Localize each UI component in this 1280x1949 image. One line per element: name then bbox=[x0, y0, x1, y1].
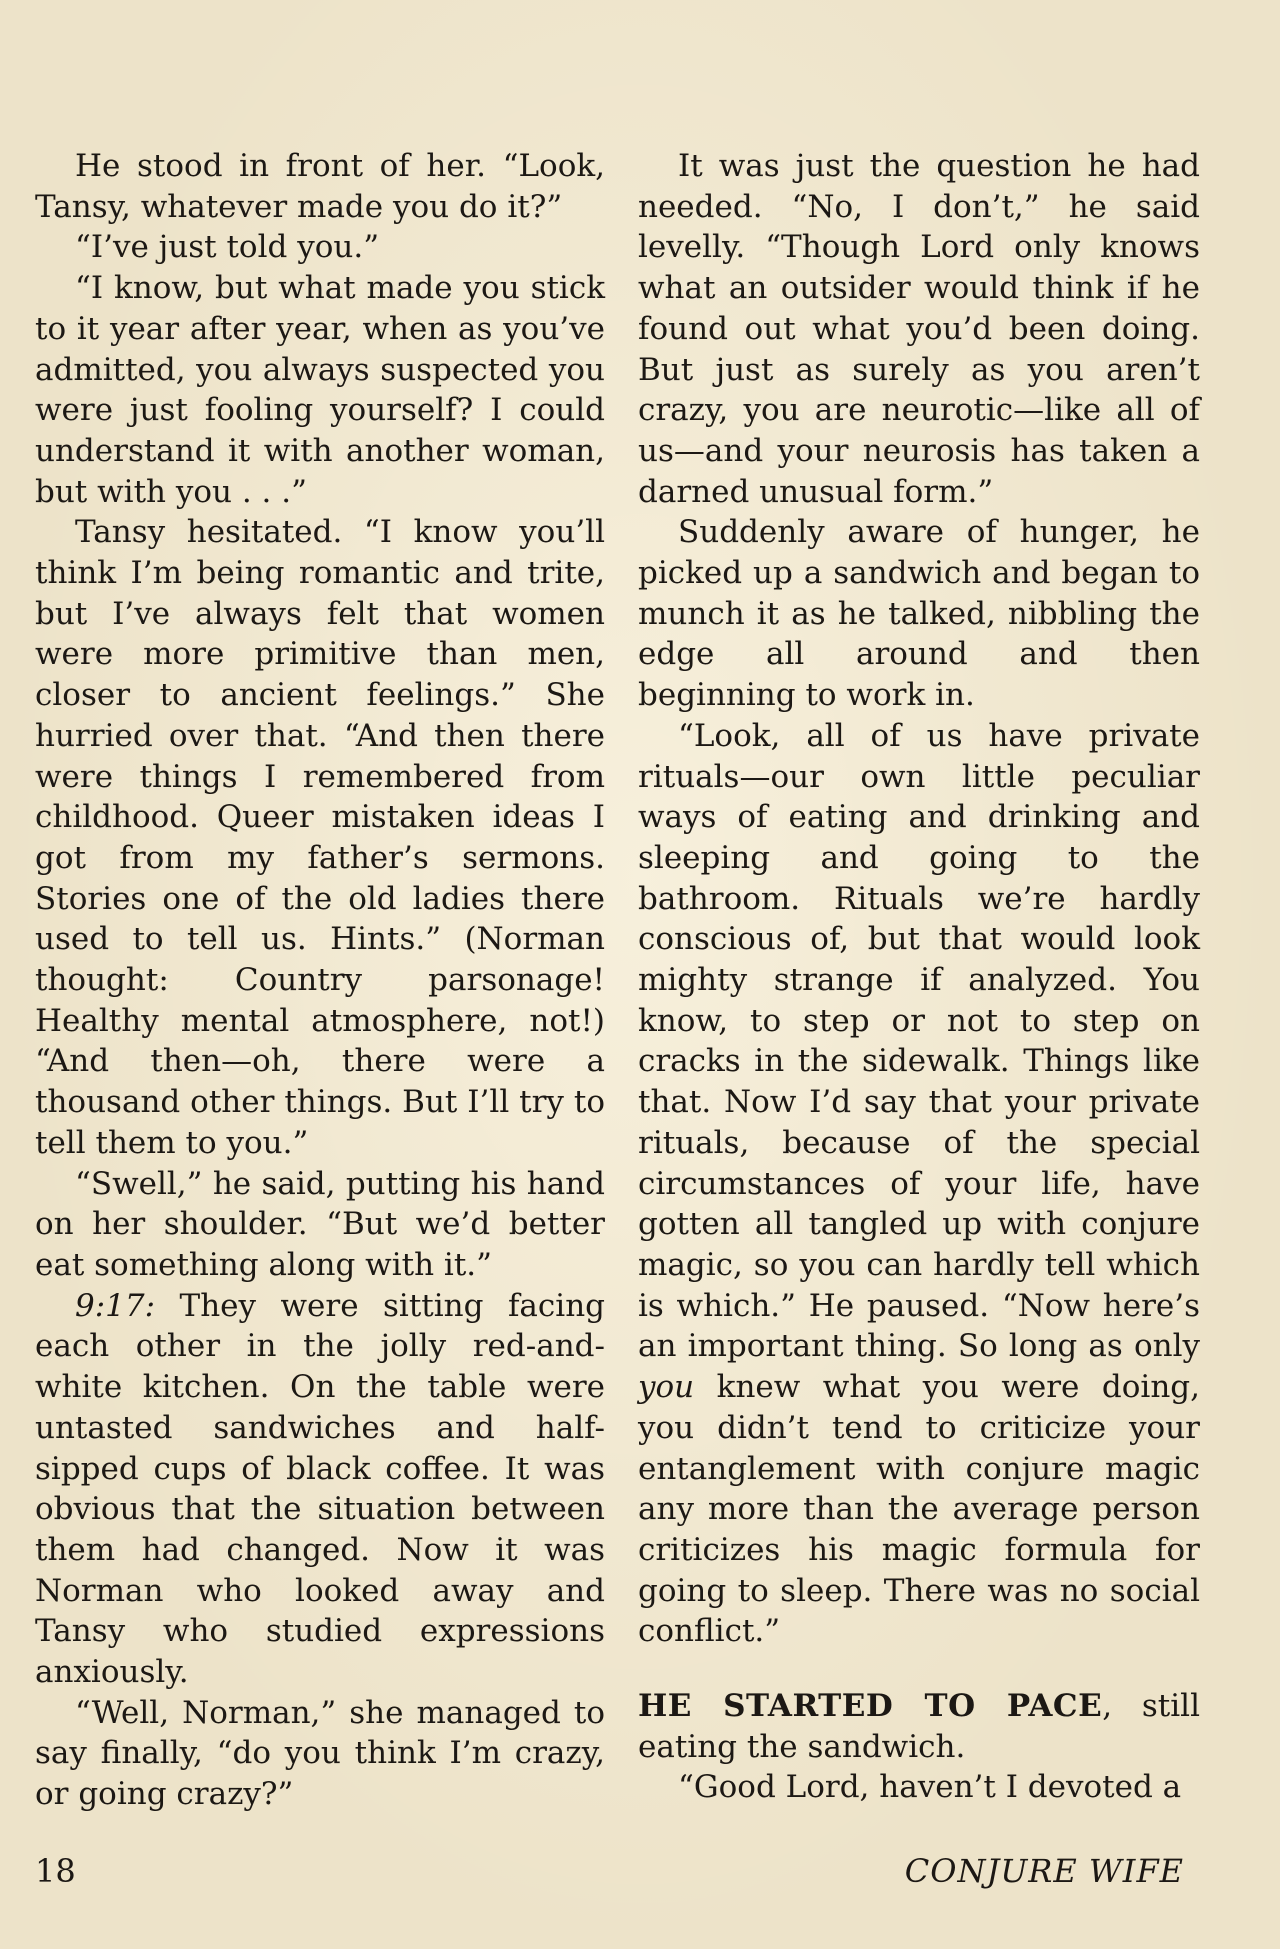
paragraph: “I know, but what made you stick to it year after year, when as you’ve admitted, you always suspected you were just fooling yourself? I could understand it with another woman, but with you . . .” bbox=[35, 270, 605, 510]
right-text-column bbox=[638, 146, 1200, 1808]
paragraph: “Swell,” he said, putting his hand on her shoulder. “But we’d better eat something along with it.” bbox=[35, 1165, 605, 1283]
section-lead-in: HE STARTED TO PACE bbox=[638, 1688, 1103, 1725]
left-text-column bbox=[35, 146, 605, 1815]
paragraph: “Good Lord, haven’t I devoted a bbox=[678, 1769, 1182, 1806]
paragraph: He stood in front of her. “Look, Tansy, whatever made you do it?” bbox=[35, 148, 605, 225]
paragraph-text: , still eating the sandwich. bbox=[638, 1688, 1200, 1765]
page-number: 18 bbox=[35, 1852, 76, 1890]
paragraph-text: “Look, all of us have private rituals—our own little peculiar ways of eating and drinking and sleeping and going to the bathroom. Rituals we’re hardly conscious of, but that would look mighty strange if analyzed. You know, to step or not to step on cracks in the sidewalk. Things like that. Now I’d say that your private rituals, because of the special circumstances of your life, have gotten all tangled up with conjure magic, so you can hardly tell which is which.” He paused. “Now here’s an important thing. So long as only bbox=[638, 717, 1200, 1365]
timestamp: 9:17: bbox=[75, 1287, 156, 1324]
emphasis: you bbox=[638, 1369, 695, 1406]
paragraph: Suddenly aware of hunger, he picked up a sandwich and began to munch it as he talked, nibbling the edge all around and then beginning to work in. bbox=[638, 514, 1200, 714]
paragraph: “Well, Norman,” she managed to say finally, “do you think I’m crazy, or going crazy?” bbox=[35, 1694, 605, 1813]
paragraph: It was just the question he had needed. “No, I don’t,” he said levelly. “Though Lord only knows what an outsider would think if he found out what you’d been doing. But just as surely as you aren’t crazy, you are neurotic—like all of us—and your neurosis has taken a darned unusual form.” bbox=[638, 148, 1200, 510]
section-start-paragraph bbox=[638, 1686, 1200, 1767]
paragraph bbox=[638, 716, 1200, 1652]
paragraph-text: knew what you were doing, you didn’t tend to criticize your entanglement with conjure magic any more than the average person criticizes his magic formula for going to sleep. There was no social conflict.” bbox=[638, 1369, 1200, 1650]
running-title: CONJURE WIFE bbox=[904, 1852, 1184, 1890]
paragraph: “I’ve just told you.” bbox=[75, 229, 380, 266]
paragraph-text: They were sitting facing each other in the jolly red-and-white kitchen. On the table were untasted sandwiches and half-sipped cups of black coffee. It was obvious that the situation between them had changed. Now it was Norman who looked away and Tansy who studied expressions anxiously. bbox=[35, 1287, 605, 1691]
paragraph: Tansy hesitated. “I know you’ll think I’m being romantic and trite, but I’ve always felt that women were more primitive than men, closer to ancient feelings.” She hurried over that. “And then there were things I remembered from childhood. Queer mistaken ideas I got from my father’s sermons. Stories one of the old ladies there used to tell us. Hints.” (Norman thought: Country parsonage! Healthy mental atmosphere, not!) “And then—oh, there were a thousand other things. But I’ll try to tell them to you.” bbox=[35, 514, 605, 1161]
paragraph bbox=[35, 1286, 605, 1693]
